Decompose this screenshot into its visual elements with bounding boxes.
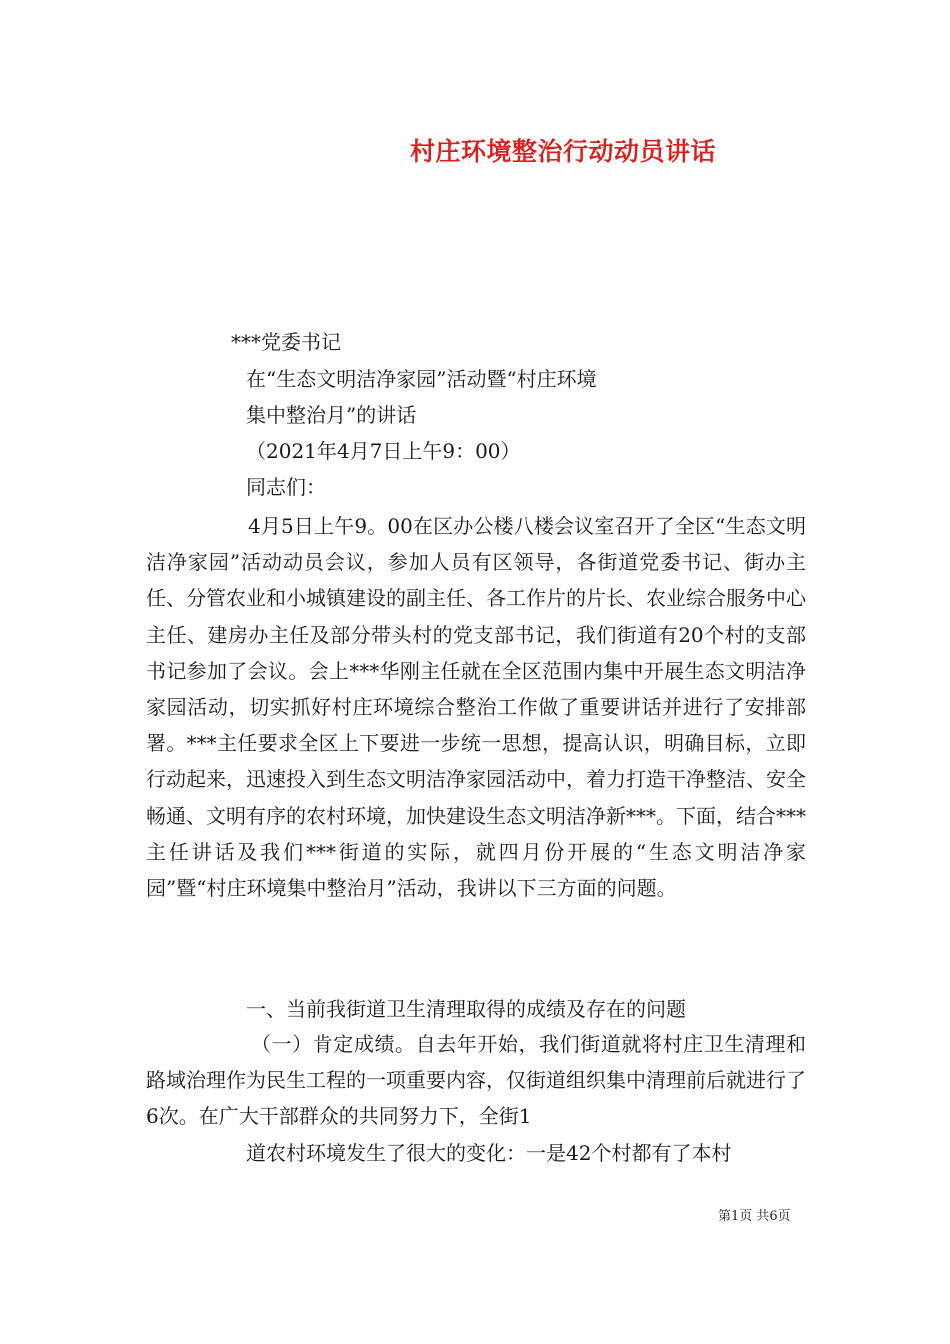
page-number-footer: 第1页 共6页 [718,1209,791,1224]
subtitle-line-2: 集中整治月”的讲话 [246,403,417,427]
document-title: 村庄环境整治行动动员讲话 [410,137,717,166]
body-paragraph-2: （一）肯定成绩。自去年开始，我们街道就将村庄卫生清理和路域治理作为民生工程的一项重要内容，仅街道组织集中清理前后就进行了6次。在广大干部群众的共同努力下，全街1 [146,1032,806,1129]
subtitle-line-1: 在“生态文明洁净家园”活动暨“村庄环境 [246,367,597,391]
body-paragraph-1: 4月5日上午9。00在区办公楼八楼会议室召开了全区“生态文明洁净家园”活动动员会议，参加人员有区领导，各街道党委书记、街办主任、分管农业和小城镇建设的副主任、各工作片的片长、农业综合服务中心主任、建房办主任及部分带头村的党支部书记，我们街道有20个村的支部书记参加了会议。会上***华刚主任就在全区范围内集中开展生态文明洁净家园活动，切实抓好村庄环境综合整治工作做了重要讲话并进行了安排部署。***主任要求全区上下要进一步统一思想，提高认识，明确目标，立即行动起来，迅速投入到生态文明洁净家园活动中，着力打造干净整洁、安全畅通、文明有序的农村环境，加快建设生态文明洁净新***。下面，结合***主任讲话及我们***街道的实际，就四月份开展的“生态文明洁净家园”暨“村庄环境集中整治月”活动，我讲以下三方面的问题。 [146,514,806,901]
speaker-line: ***党委书记 [231,330,341,354]
body-last-line: 道农村环境发生了很大的变化：一是42个村都有了本村 [246,1141,732,1165]
speech-date: （2021年4月7日上午9：00） [246,439,521,463]
salutation: 同志们： [246,475,326,499]
section-heading-1: 一、当前我街道卫生清理取得的成绩及存在的问题 [246,997,686,1021]
